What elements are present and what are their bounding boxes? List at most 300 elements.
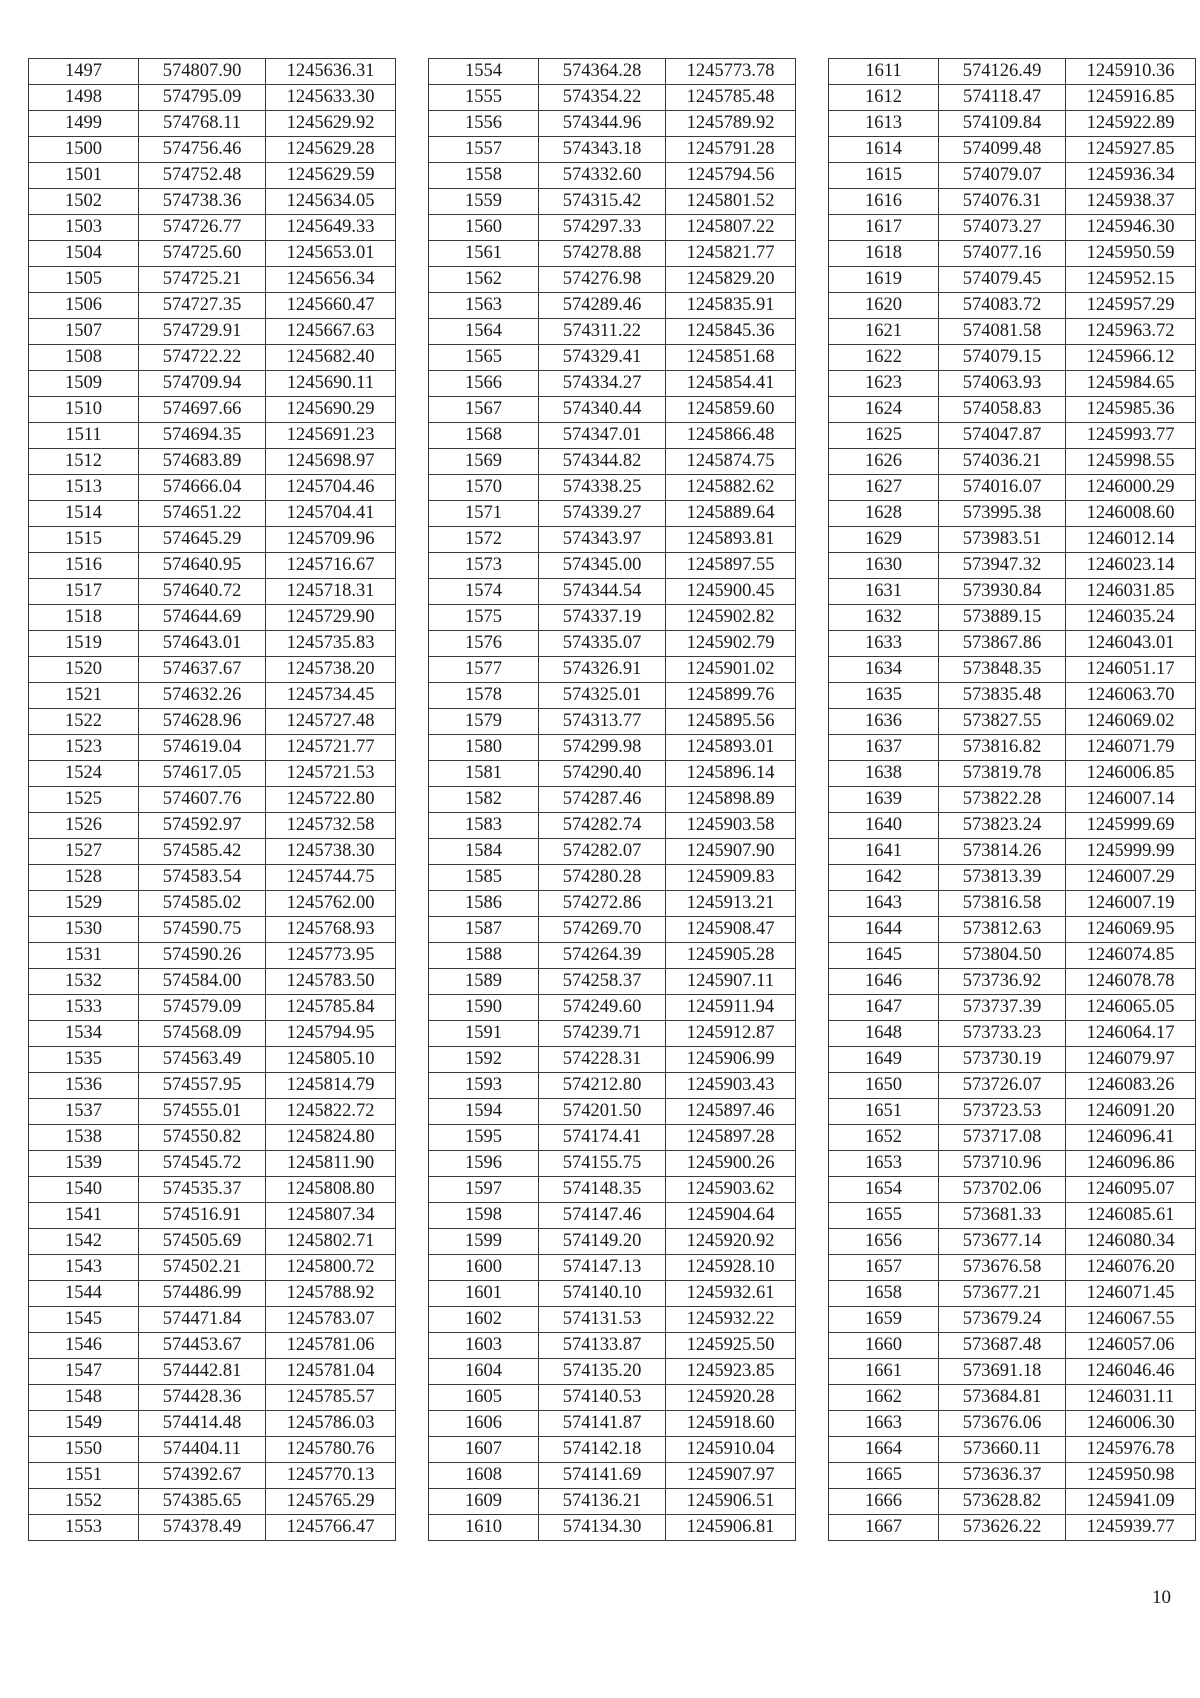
y-coordinate-cell: 1245791.28 [666, 137, 796, 163]
table-row [429, 891, 796, 917]
point-number-cell: 1547 [29, 1359, 139, 1385]
point-number-cell: 1637 [829, 735, 939, 761]
x-coordinate-cell: 574378.49 [139, 1515, 266, 1541]
point-number-cell: 1606 [429, 1411, 539, 1437]
table-row [29, 345, 396, 371]
x-coordinate-cell: 573822.28 [939, 787, 1066, 813]
y-coordinate-cell: 1245911.94 [666, 995, 796, 1021]
table-row [829, 345, 1196, 371]
point-number-cell: 1587 [429, 917, 539, 943]
point-number-cell: 1533 [29, 995, 139, 1021]
table-row [829, 735, 1196, 761]
table-row [29, 917, 396, 943]
table-row [829, 59, 1196, 85]
point-number-cell: 1522 [29, 709, 139, 735]
y-coordinate-cell: 1245899.76 [666, 683, 796, 709]
table-row [429, 787, 796, 813]
y-coordinate-cell: 1245912.87 [666, 1021, 796, 1047]
table-row [429, 657, 796, 683]
y-coordinate-cell: 1246071.79 [1066, 735, 1196, 761]
table-row [829, 1047, 1196, 1073]
x-coordinate-cell: 573626.22 [939, 1515, 1066, 1541]
point-number-cell: 1557 [429, 137, 539, 163]
y-coordinate-cell: 1246069.95 [1066, 917, 1196, 943]
x-coordinate-cell: 574385.65 [139, 1489, 266, 1515]
point-number-cell: 1532 [29, 969, 139, 995]
point-number-cell: 1552 [29, 1489, 139, 1515]
y-coordinate-cell: 1245939.77 [1066, 1515, 1196, 1541]
y-coordinate-cell: 1245898.89 [666, 787, 796, 813]
point-number-cell: 1657 [829, 1255, 939, 1281]
table-row [429, 865, 796, 891]
y-coordinate-cell: 1245690.11 [266, 371, 396, 397]
table-row [829, 1229, 1196, 1255]
x-coordinate-cell: 574344.82 [539, 449, 666, 475]
x-coordinate-cell: 574079.45 [939, 267, 1066, 293]
x-coordinate-cell: 574249.60 [539, 995, 666, 1021]
y-coordinate-cell: 1245966.12 [1066, 345, 1196, 371]
table-row [429, 1385, 796, 1411]
x-coordinate-cell: 574414.48 [139, 1411, 266, 1437]
x-coordinate-cell: 574557.95 [139, 1073, 266, 1099]
table-row [29, 787, 396, 813]
point-number-cell: 1576 [429, 631, 539, 657]
point-number-cell: 1504 [29, 241, 139, 267]
x-coordinate-cell: 574337.19 [539, 605, 666, 631]
x-coordinate-cell: 573736.92 [939, 969, 1066, 995]
x-coordinate-cell: 574347.01 [539, 423, 666, 449]
x-coordinate-cell: 573681.33 [939, 1203, 1066, 1229]
y-coordinate-cell: 1245916.85 [1066, 85, 1196, 111]
y-coordinate-cell: 1245729.90 [266, 605, 396, 631]
table-row [829, 1333, 1196, 1359]
table-row [29, 813, 396, 839]
table-row [829, 1281, 1196, 1307]
point-number-cell: 1595 [429, 1125, 539, 1151]
x-coordinate-cell: 574516.91 [139, 1203, 266, 1229]
table-row [29, 449, 396, 475]
table-row [429, 761, 796, 787]
y-coordinate-cell: 1245893.01 [666, 735, 796, 761]
point-number-cell: 1661 [829, 1359, 939, 1385]
point-number-cell: 1658 [829, 1281, 939, 1307]
y-coordinate-cell: 1245789.92 [666, 111, 796, 137]
x-coordinate-cell: 573691.18 [939, 1359, 1066, 1385]
table-row [29, 1515, 396, 1541]
table-row [29, 709, 396, 735]
x-coordinate-cell: 573819.78 [939, 761, 1066, 787]
x-coordinate-cell: 574315.42 [539, 189, 666, 215]
point-number-cell: 1497 [29, 59, 139, 85]
table-row [29, 215, 396, 241]
y-coordinate-cell: 1245794.56 [666, 163, 796, 189]
y-coordinate-cell: 1245907.97 [666, 1463, 796, 1489]
x-coordinate-cell: 574617.05 [139, 761, 266, 787]
table-row [429, 1333, 796, 1359]
y-coordinate-cell: 1245897.46 [666, 1099, 796, 1125]
y-coordinate-cell: 1246065.05 [1066, 995, 1196, 1021]
x-coordinate-cell: 574148.35 [539, 1177, 666, 1203]
table-row [29, 657, 396, 683]
y-coordinate-cell: 1245770.13 [266, 1463, 396, 1489]
y-coordinate-cell: 1245897.55 [666, 553, 796, 579]
point-number-cell: 1598 [429, 1203, 539, 1229]
point-number-cell: 1572 [429, 527, 539, 553]
x-coordinate-cell: 574592.97 [139, 813, 266, 839]
x-coordinate-cell: 574212.80 [539, 1073, 666, 1099]
point-number-cell: 1596 [429, 1151, 539, 1177]
table-row [429, 1515, 796, 1541]
x-coordinate-cell: 574340.44 [539, 397, 666, 423]
y-coordinate-cell: 1245667.63 [266, 319, 396, 345]
x-coordinate-cell: 574428.36 [139, 1385, 266, 1411]
y-coordinate-cell: 1245738.30 [266, 839, 396, 865]
table-row [829, 527, 1196, 553]
table-row [429, 423, 796, 449]
point-number-cell: 1520 [29, 657, 139, 683]
x-coordinate-cell: 574141.69 [539, 1463, 666, 1489]
table-row [829, 137, 1196, 163]
point-number-cell: 1655 [829, 1203, 939, 1229]
y-coordinate-cell: 1245800.72 [266, 1255, 396, 1281]
x-coordinate-cell: 573717.08 [939, 1125, 1066, 1151]
table-row [829, 163, 1196, 189]
x-coordinate-cell: 574282.74 [539, 813, 666, 839]
y-coordinate-cell: 1245785.57 [266, 1385, 396, 1411]
table-row [29, 267, 396, 293]
y-coordinate-cell: 1246096.41 [1066, 1125, 1196, 1151]
point-number-cell: 1529 [29, 891, 139, 917]
x-coordinate-cell: 574155.75 [539, 1151, 666, 1177]
y-coordinate-cell: 1245902.82 [666, 605, 796, 631]
point-number-cell: 1524 [29, 761, 139, 787]
x-coordinate-cell: 574334.27 [539, 371, 666, 397]
table-row [829, 241, 1196, 267]
coordinate-table-3 [828, 58, 1196, 1541]
x-coordinate-cell: 574651.22 [139, 501, 266, 527]
y-coordinate-cell: 1245822.72 [266, 1099, 396, 1125]
point-number-cell: 1586 [429, 891, 539, 917]
point-number-cell: 1642 [829, 865, 939, 891]
y-coordinate-cell: 1245896.14 [666, 761, 796, 787]
y-coordinate-cell: 1245925.50 [666, 1333, 796, 1359]
point-number-cell: 1641 [829, 839, 939, 865]
x-coordinate-cell: 574338.25 [539, 475, 666, 501]
point-number-cell: 1591 [429, 1021, 539, 1047]
y-coordinate-cell: 1245976.78 [1066, 1437, 1196, 1463]
table-row [29, 943, 396, 969]
table-row [29, 163, 396, 189]
table-row [29, 85, 396, 111]
y-coordinate-cell: 1245721.53 [266, 761, 396, 787]
y-coordinate-cell: 1245928.10 [666, 1255, 796, 1281]
point-number-cell: 1553 [29, 1515, 139, 1541]
table-row [29, 631, 396, 657]
y-coordinate-cell: 1246067.55 [1066, 1307, 1196, 1333]
y-coordinate-cell: 1245920.28 [666, 1385, 796, 1411]
table-row [29, 1177, 396, 1203]
x-coordinate-cell: 574135.20 [539, 1359, 666, 1385]
y-coordinate-cell: 1245993.77 [1066, 423, 1196, 449]
point-number-cell: 1664 [829, 1437, 939, 1463]
point-number-cell: 1639 [829, 787, 939, 813]
table-row [29, 995, 396, 1021]
table-row [429, 85, 796, 111]
y-coordinate-cell: 1245802.71 [266, 1229, 396, 1255]
x-coordinate-cell: 574140.10 [539, 1281, 666, 1307]
point-number-cell: 1609 [429, 1489, 539, 1515]
x-coordinate-cell: 574272.86 [539, 891, 666, 917]
y-coordinate-cell: 1245927.85 [1066, 137, 1196, 163]
table-row [829, 553, 1196, 579]
table-row [29, 319, 396, 345]
table-row [429, 735, 796, 761]
coordinate-table-2 [428, 58, 796, 1541]
y-coordinate-cell: 1245913.21 [666, 891, 796, 917]
point-number-cell: 1573 [429, 553, 539, 579]
y-coordinate-cell: 1246031.11 [1066, 1385, 1196, 1411]
y-coordinate-cell: 1246006.85 [1066, 761, 1196, 787]
x-coordinate-cell: 574666.04 [139, 475, 266, 501]
x-coordinate-cell: 574280.28 [539, 865, 666, 891]
x-coordinate-cell: 574344.96 [539, 111, 666, 137]
x-coordinate-cell: 574147.46 [539, 1203, 666, 1229]
point-number-cell: 1525 [29, 787, 139, 813]
x-coordinate-cell: 574725.60 [139, 241, 266, 267]
x-coordinate-cell: 574392.67 [139, 1463, 266, 1489]
x-coordinate-cell: 574311.22 [539, 319, 666, 345]
table-row [829, 995, 1196, 1021]
x-coordinate-cell: 574264.39 [539, 943, 666, 969]
table-row [429, 1125, 796, 1151]
x-coordinate-cell: 573676.06 [939, 1411, 1066, 1437]
table-row [429, 1099, 796, 1125]
y-coordinate-cell: 1245866.48 [666, 423, 796, 449]
point-number-cell: 1652 [829, 1125, 939, 1151]
point-number-cell: 1665 [829, 1463, 939, 1489]
table-row [29, 1229, 396, 1255]
y-coordinate-cell: 1245722.80 [266, 787, 396, 813]
x-coordinate-cell: 574640.72 [139, 579, 266, 605]
x-coordinate-cell: 574722.22 [139, 345, 266, 371]
point-number-cell: 1508 [29, 345, 139, 371]
y-coordinate-cell: 1246064.17 [1066, 1021, 1196, 1047]
point-number-cell: 1613 [829, 111, 939, 137]
point-number-cell: 1513 [29, 475, 139, 501]
x-coordinate-cell: 574058.83 [939, 397, 1066, 423]
y-coordinate-cell: 1245900.45 [666, 579, 796, 605]
table-row [29, 1021, 396, 1047]
y-coordinate-cell: 1246083.26 [1066, 1073, 1196, 1099]
table-row [829, 1489, 1196, 1515]
point-number-cell: 1531 [29, 943, 139, 969]
y-coordinate-cell: 1245906.51 [666, 1489, 796, 1515]
table-row [429, 397, 796, 423]
x-coordinate-cell: 573628.82 [939, 1489, 1066, 1515]
x-coordinate-cell: 574585.42 [139, 839, 266, 865]
point-number-cell: 1516 [29, 553, 139, 579]
x-coordinate-cell: 574047.87 [939, 423, 1066, 449]
table-row [829, 761, 1196, 787]
point-number-cell: 1578 [429, 683, 539, 709]
x-coordinate-cell: 574607.76 [139, 787, 266, 813]
point-number-cell: 1647 [829, 995, 939, 1021]
point-number-cell: 1582 [429, 787, 539, 813]
table-row [429, 59, 796, 85]
point-number-cell: 1526 [29, 813, 139, 839]
y-coordinate-cell: 1245946.30 [1066, 215, 1196, 241]
table-row [29, 397, 396, 423]
page-number: 10 [1152, 1587, 1171, 1608]
table-row [829, 423, 1196, 449]
y-coordinate-cell: 1245634.05 [266, 189, 396, 215]
y-coordinate-cell: 1245908.47 [666, 917, 796, 943]
y-coordinate-cell: 1245785.48 [666, 85, 796, 111]
point-number-cell: 1548 [29, 1385, 139, 1411]
table-row [829, 111, 1196, 137]
table-row [429, 1437, 796, 1463]
point-number-cell: 1510 [29, 397, 139, 423]
table-row [829, 1437, 1196, 1463]
point-number-cell: 1551 [29, 1463, 139, 1489]
table-row [429, 137, 796, 163]
x-coordinate-cell: 574126.49 [939, 59, 1066, 85]
x-coordinate-cell: 574269.70 [539, 917, 666, 943]
x-coordinate-cell: 574645.29 [139, 527, 266, 553]
y-coordinate-cell: 1245716.67 [266, 553, 396, 579]
table-row [829, 683, 1196, 709]
table-row [829, 319, 1196, 345]
point-number-cell: 1506 [29, 293, 139, 319]
table-row [429, 631, 796, 657]
x-coordinate-cell: 573687.48 [939, 1333, 1066, 1359]
table-row [29, 1255, 396, 1281]
x-coordinate-cell: 573823.24 [939, 813, 1066, 839]
y-coordinate-cell: 1245902.79 [666, 631, 796, 657]
table-row [829, 1021, 1196, 1047]
y-coordinate-cell: 1246079.97 [1066, 1047, 1196, 1073]
y-coordinate-cell: 1245721.77 [266, 735, 396, 761]
point-number-cell: 1640 [829, 813, 939, 839]
point-number-cell: 1616 [829, 189, 939, 215]
table-row [429, 813, 796, 839]
point-number-cell: 1530 [29, 917, 139, 943]
point-number-cell: 1535 [29, 1047, 139, 1073]
y-coordinate-cell: 1245709.96 [266, 527, 396, 553]
y-coordinate-cell: 1246080.34 [1066, 1229, 1196, 1255]
y-coordinate-cell: 1246008.60 [1066, 501, 1196, 527]
y-coordinate-cell: 1246071.45 [1066, 1281, 1196, 1307]
table-row [829, 1177, 1196, 1203]
x-coordinate-cell: 574364.28 [539, 59, 666, 85]
y-coordinate-cell: 1245786.03 [266, 1411, 396, 1437]
x-coordinate-cell: 573737.39 [939, 995, 1066, 1021]
point-number-cell: 1654 [829, 1177, 939, 1203]
table-row [829, 293, 1196, 319]
x-coordinate-cell: 574683.89 [139, 449, 266, 475]
y-coordinate-cell: 1245901.02 [666, 657, 796, 683]
table-row [29, 579, 396, 605]
x-coordinate-cell: 573889.15 [939, 605, 1066, 631]
y-coordinate-cell: 1245854.41 [666, 371, 796, 397]
table-row [429, 371, 796, 397]
point-number-cell: 1568 [429, 423, 539, 449]
point-number-cell: 1515 [29, 527, 139, 553]
y-coordinate-cell: 1245633.30 [266, 85, 396, 111]
x-coordinate-cell: 573676.58 [939, 1255, 1066, 1281]
x-coordinate-cell: 573930.84 [939, 579, 1066, 605]
point-number-cell: 1527 [29, 839, 139, 865]
table-row [429, 189, 796, 215]
point-number-cell: 1560 [429, 215, 539, 241]
point-number-cell: 1565 [429, 345, 539, 371]
point-number-cell: 1537 [29, 1099, 139, 1125]
x-coordinate-cell: 573733.23 [939, 1021, 1066, 1047]
table-row [429, 995, 796, 1021]
table-row [829, 1359, 1196, 1385]
x-coordinate-cell: 574073.27 [939, 215, 1066, 241]
table-row [29, 1151, 396, 1177]
y-coordinate-cell: 1245785.84 [266, 995, 396, 1021]
point-number-cell: 1543 [29, 1255, 139, 1281]
y-coordinate-cell: 1245906.99 [666, 1047, 796, 1073]
point-number-cell: 1618 [829, 241, 939, 267]
x-coordinate-cell: 574131.53 [539, 1307, 666, 1333]
table-row [29, 137, 396, 163]
y-coordinate-cell: 1245781.06 [266, 1333, 396, 1359]
point-number-cell: 1562 [429, 267, 539, 293]
point-number-cell: 1611 [829, 59, 939, 85]
x-coordinate-cell: 574726.77 [139, 215, 266, 241]
table-row [29, 527, 396, 553]
table-row [29, 1099, 396, 1125]
point-number-cell: 1502 [29, 189, 139, 215]
x-coordinate-cell: 574590.26 [139, 943, 266, 969]
table-row [29, 1463, 396, 1489]
point-number-cell: 1632 [829, 605, 939, 631]
x-coordinate-cell: 574584.00 [139, 969, 266, 995]
y-coordinate-cell: 1245907.11 [666, 969, 796, 995]
x-coordinate-cell: 574640.95 [139, 553, 266, 579]
y-coordinate-cell: 1245653.01 [266, 241, 396, 267]
y-coordinate-cell: 1245780.76 [266, 1437, 396, 1463]
x-coordinate-cell: 574228.31 [539, 1047, 666, 1073]
x-coordinate-cell: 573947.32 [939, 553, 1066, 579]
y-coordinate-cell: 1245922.89 [1066, 111, 1196, 137]
y-coordinate-cell: 1245690.29 [266, 397, 396, 423]
y-coordinate-cell: 1245811.90 [266, 1151, 396, 1177]
point-number-cell: 1667 [829, 1515, 939, 1541]
y-coordinate-cell: 1246007.14 [1066, 787, 1196, 813]
y-coordinate-cell: 1245788.92 [266, 1281, 396, 1307]
point-number-cell: 1546 [29, 1333, 139, 1359]
x-coordinate-cell: 574141.87 [539, 1411, 666, 1437]
x-coordinate-cell: 574442.81 [139, 1359, 266, 1385]
y-coordinate-cell: 1245783.07 [266, 1307, 396, 1333]
y-coordinate-cell: 1245907.90 [666, 839, 796, 865]
table-row [829, 215, 1196, 241]
y-coordinate-cell: 1245773.78 [666, 59, 796, 85]
y-coordinate-cell: 1246076.20 [1066, 1255, 1196, 1281]
point-number-cell: 1625 [829, 423, 939, 449]
x-coordinate-cell: 574081.58 [939, 319, 1066, 345]
point-number-cell: 1574 [429, 579, 539, 605]
y-coordinate-cell: 1246074.85 [1066, 943, 1196, 969]
y-coordinate-cell: 1246023.14 [1066, 553, 1196, 579]
point-number-cell: 1651 [829, 1099, 939, 1125]
x-coordinate-cell: 574727.35 [139, 293, 266, 319]
x-coordinate-cell: 574545.72 [139, 1151, 266, 1177]
